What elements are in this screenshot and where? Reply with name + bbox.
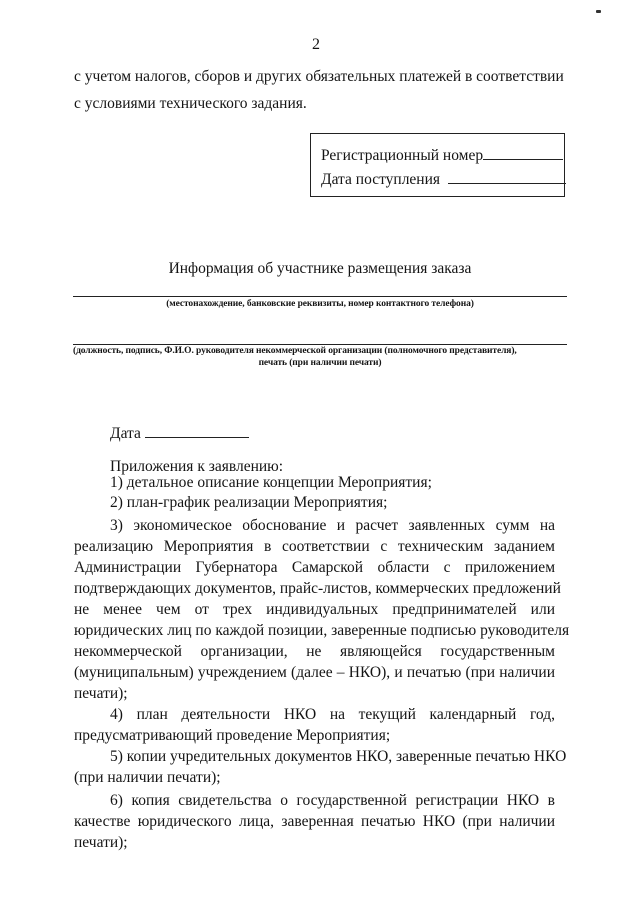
attachment-item-6-line: 6) копия свидетельства о государственной регистрации НКО в: [110, 792, 555, 809]
registration-number-line: [483, 146, 563, 160]
attachment-item-4-line: предусматривающий проведение Мероприятия;: [74, 727, 391, 744]
date-row: [110, 423, 249, 444]
scan-mark: [596, 10, 601, 13]
intro-line-1: с учетом налогов, сборов и других обязательных платежей в соответствии: [74, 68, 564, 85]
attachment-item-3-line: юридических лиц по каждой позиции, заверенные подписью руководителя: [74, 622, 570, 639]
attachment-item-3-line: Администрации Губернатора Самарской области с приложением: [74, 559, 555, 576]
date-label: Дата: [110, 425, 141, 442]
attachment-item-6-line: качестве юридического лица, заверенная печатью НКО (при наличии: [74, 813, 555, 830]
attachment-item-3-line: печати);: [74, 685, 128, 702]
registration-number-row: [321, 145, 563, 166]
location-line: [73, 296, 567, 297]
attachment-item-1: 1) детальное описание концепции Мероприятия;: [110, 474, 432, 491]
attachment-item-4-line: 4) план деятельности НКО на текущий календарный год,: [110, 706, 555, 723]
signature-caption-line-2: печать (при наличии печати): [258, 358, 382, 368]
attachment-item-3-line: не менее чем от трех индивидуальных предпринимателей или: [74, 601, 555, 618]
attachment-item-3-line: некоммерческой организации, не являющейся государственным: [74, 643, 555, 660]
attachment-item-5-line: (при наличии печати);: [74, 769, 221, 786]
location-caption: (местонахождение, банковские реквизиты, номер контактного телефона): [166, 299, 474, 309]
registration-date-row: [321, 169, 566, 190]
registration-number-label: Регистрационный номер: [321, 147, 484, 164]
signature-line: [73, 344, 567, 345]
attachments-heading: Приложения к заявлению:: [110, 458, 284, 475]
attachment-item-3-line: реализацию Мероприятия в соответствии с техническим заданием: [74, 538, 555, 555]
signature-caption-line-1: (должность, подпись, Ф.И.О. руководителя некоммерческой организации (полномочного представителя),: [73, 346, 517, 356]
attachment-item-3-line: 3) экономическое обоснование и расчет заявленных сумм на: [110, 517, 555, 534]
date-line: [145, 424, 249, 438]
attachment-item-5-line: 5) копии учредительных документов НКО, заверенные печатью НКО: [110, 748, 567, 765]
page-number: 2: [312, 36, 320, 53]
info-title: Информация об участнике размещения заказа: [168, 260, 472, 277]
registration-box: [310, 133, 565, 197]
intro-line-2: с условиями технического задания.: [74, 95, 307, 112]
attachment-item-2: 2) план-график реализации Мероприятия;: [110, 494, 388, 511]
registration-date-label: Дата поступления: [321, 171, 441, 188]
attachment-item-6-line: печати);: [74, 834, 128, 851]
attachment-item-3-line: (муниципальным) учреждением (далее – НКО), и печатью (при наличии: [74, 664, 555, 681]
registration-date-line: [448, 170, 566, 184]
attachment-item-3-line: подтверждающих документов, прайс-листов, коммерческих предложений: [74, 580, 561, 597]
